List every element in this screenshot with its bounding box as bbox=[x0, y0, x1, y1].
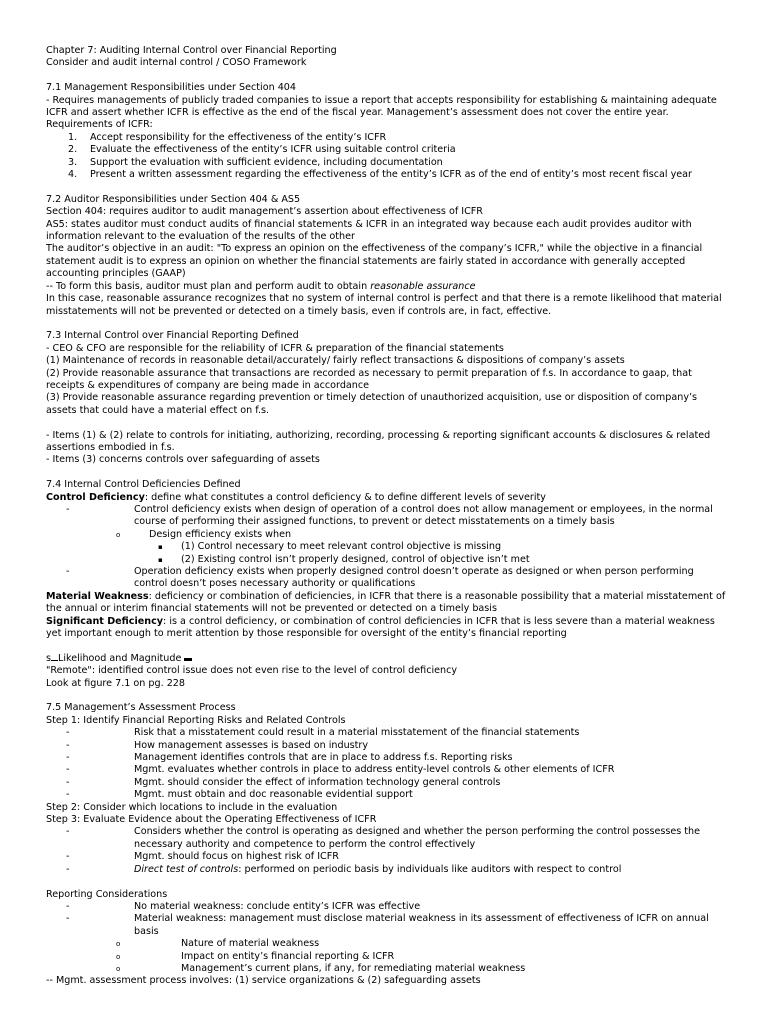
control-deficiency-def: Control Deficiency: define what constitutes a control deficiency & to define different levels of severity bbox=[46, 491, 546, 503]
section-7-2-line: -- To form this basis, auditor must plan and perform audit to obtain reasonable assurance bbox=[46, 280, 476, 292]
likelihood-line: "Remote": identified control issue does not even rise to the level of control deficiency bbox=[46, 665, 458, 677]
bullet-item: - Considers whether the control is operating as designed and whether the person performing the control possesses the necessary authority and competence to perform the control effectively bbox=[66, 826, 701, 850]
requirements-label: Requirements of ICFR: bbox=[46, 119, 153, 131]
section-7-3-line: - Items (3) concerns controls over safeguarding of assets bbox=[46, 454, 320, 466]
bullet-item: - Operation deficiency exists when properly designed control doesn’t operate as designed or when person performing control doesn’t poses necessary authority or qualifications bbox=[66, 565, 694, 590]
section-7-3-heading: 7.3 Internal Control over Financial Reporting Defined bbox=[46, 330, 299, 342]
section-7-1-heading: 7.1 Management Responsibilities under Section 404 bbox=[46, 82, 297, 94]
likelihood-line: Look at figure 7.1 on pg. 228 bbox=[46, 677, 186, 689]
bullet-item: - Risk that a misstatement could result in a material misstatement of the financial statements bbox=[66, 727, 580, 739]
doc-title: Chapter 7: Auditing Internal Control over Financial Reporting bbox=[46, 45, 337, 56]
sub-bullet-item: o Impact on entity’s financial reporting & ICFR bbox=[116, 950, 395, 962]
section-7-3-line: - CEO & CFO are responsible for the reliability of ICFR & preparation of the financial statements bbox=[46, 342, 504, 354]
section-7-3-line: (1) Maintenance of records in reasonable detail/accurately/ fairly reflect transactions & dispositions of company’s assets bbox=[46, 355, 625, 367]
bullet-item: - Direct test of controls: performed on periodic basis by individuals like auditors with respect to control bbox=[66, 863, 622, 875]
bullet-item: - No material weakness: conclude entity’s ICFR was effective bbox=[66, 900, 421, 912]
section-7-5-heading: 7.5 Management’s Assessment Process bbox=[46, 702, 236, 714]
sub-bullet-item: o Management’s current plans, if any, for remediating material weakness bbox=[116, 962, 526, 974]
reporting-last-line: -- Mgmt. assessment process involves: (1) service organizations & (2) safeguarding assets bbox=[46, 975, 481, 987]
section-7-2-heading: 7.2 Auditor Responsibilities under Section 404 & AS5 bbox=[46, 193, 301, 205]
section-7-4-heading: 7.4 Internal Control Deficiencies Defined bbox=[46, 479, 241, 491]
italic-term: reasonable assurance bbox=[370, 280, 476, 292]
sub-sub-bullet-item: ▪ (2) Existing control isn’t properly designed, control of objective isn’t met bbox=[158, 553, 530, 565]
likelihood-heading: s Likelihood and Magnitude bbox=[46, 653, 726, 665]
section-7-2-line: In this case, reasonable assurance recognizes that no system of internal control is perfect and that there is a remote likelihood that material misstatements will not be prevented or detected on a timely basis, even if controls are, in fact, effective. bbox=[46, 293, 722, 317]
section-7-2-line: AS5: states auditor must conduct audits of financial statements & ICFR in an integrated way because each audit provides auditor with information relevant to the evaluation of the results of the other bbox=[46, 218, 692, 243]
requirement-item: 1. Accept responsibility for the effectiveness of the entity’s ICFR bbox=[68, 131, 387, 143]
section-7-2-line: Section 404: requires auditor to audit management’s assertion about effectiveness of ICFR bbox=[46, 206, 483, 218]
step-3: Step 3: Evaluate Evidence about the Operating Effectiveness of ICFR bbox=[46, 814, 377, 826]
bullet-item: - Management identifies controls that are in place to address f.s. Reporting risks bbox=[66, 752, 513, 764]
material-weakness-def: Material Weakness: deficiency or combination of deficiencies, in ICFR that there is a reasonable possibility that a material misstatement of the annual or interim financial statements will not be prevented or detected on a timely basis bbox=[46, 590, 726, 615]
requirement-item: 2. Evaluate the effectiveness of the entity’s ICFR using suitable control criteria bbox=[68, 144, 456, 156]
document-page bbox=[46, 45, 726, 988]
bullet-item: - Mgmt. evaluates whether controls in place to address entity-level controls & other elements of ICFR bbox=[66, 764, 615, 776]
section-7-3-line: (2) Provide reasonable assurance that transactions are recorded as necessary to permit preparation of f.s. In accordance to gaap, that receipts & expenditures of company are being made in accordance bbox=[46, 367, 692, 391]
section-7-2-line: The auditor’s objective in an audit: "To express an opinion on the effectiveness of the company’s ICFR," while the objective in a financial statement audit is to express an opinion on whether the financial statements are fairly stated in accordance with generally accepted accounting principles (GAAP) bbox=[46, 243, 703, 280]
doc-subtitle: Consider and audit internal control / COSO Framework bbox=[46, 57, 307, 69]
sub-bullet-item: o Design efficiency exists when bbox=[116, 528, 292, 540]
bullet-item: - Mgmt. must obtain and doc reasonable evidential support bbox=[66, 789, 413, 801]
requirement-item: 3. Support the evaluation with sufficient evidence, including documentation bbox=[68, 156, 443, 168]
bullet-item: - Mgmt. should focus on highest risk of ICFR bbox=[66, 851, 339, 863]
bullet-item: - Control deficiency exists when design of operation of a control does not allow management or employees, in the normal course of performing their assigned functions, to prevent or detect misstatements on a timely basis bbox=[66, 503, 713, 528]
step-1: Step 1: Identify Financial Reporting Risks and Related Controls bbox=[46, 714, 346, 726]
section-7-3-line: (3) Provide reasonable assurance regarding prevention or timely detection of unauthorized acquisition, use or disposition of company’s assets that could have a material effect on f.s. bbox=[46, 392, 698, 416]
reporting-heading: Reporting Considerations bbox=[46, 888, 168, 900]
section-7-1-para: - Requires managements of publicly traded companies to issue a report that accepts responsibility for establishing & maintaining adequate ICFR and assert whether ICFR is effective as the end of the fiscal year. Management’s assessment does not cover the entire year. bbox=[46, 94, 717, 119]
section-7-3-line: - Items (1) & (2) relate to controls for initiating, authorizing, recording, processing & reporting significant accounts & disclosures & related assertions embodied in f.s. bbox=[46, 429, 711, 453]
significant-deficiency-def: Significant Deficiency: is a control deficiency, or combination of control deficiencies in ICFR that is less severe than a material weakness yet important enough to merit attention by those responsible for oversight of the entity’s financial reporting bbox=[46, 615, 715, 640]
bullet-item: - How management assesses is based on industry bbox=[66, 739, 369, 751]
bullet-item: - Material weakness: management must disclose material weakness in its assessment of effectiveness of ICFR on annual basis bbox=[66, 913, 709, 937]
requirement-item: 4. Present a written assessment regarding the effectiveness of the entity’s ICFR as of the end of entity’s most recent fiscal year bbox=[68, 169, 692, 181]
sub-sub-bullet-item: ▪ (1) Control necessary to meet relevant control objective is missing bbox=[158, 541, 502, 553]
bullet-item: - Mgmt. should consider the effect of information technology general controls bbox=[66, 776, 501, 788]
step-2: Step 2: Consider which locations to include in the evaluation bbox=[46, 801, 338, 813]
sub-bullet-item: o Nature of material weakness bbox=[116, 938, 320, 950]
